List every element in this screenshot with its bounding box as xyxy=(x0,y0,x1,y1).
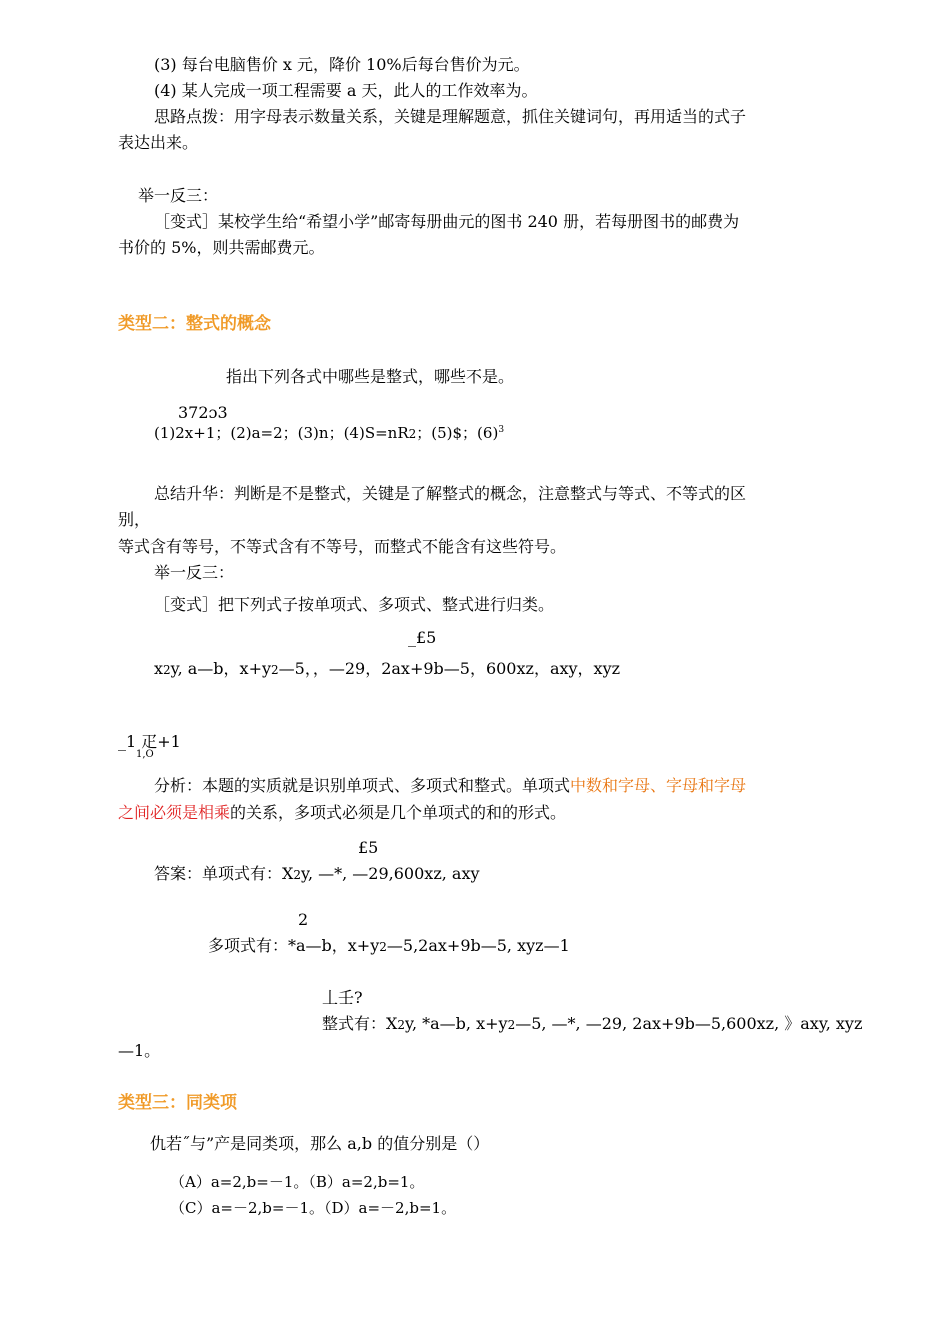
type2-heading: 类型二：整式的概念 xyxy=(118,314,271,334)
item-4: (4) 某人完成一项工程需要 a 天，此人的工作效率为。 xyxy=(154,81,538,100)
expression-list: x2y, a—b，x+y2—5，，—29，2ax+9b—5，600xz，axy，xyz xyxy=(154,659,621,678)
answer-integrals: 整式有：X2y, *a—b, x+y2—5, —*, —29, 2ax+9b—5,600xz, 》axy, xyz xyxy=(322,1014,863,1033)
answer-frac: £5 xyxy=(358,838,379,857)
practice-label-2: 举一反三： xyxy=(154,563,235,582)
item-3: (3) 每台电脑售价 x 元，降价 10%后每台售价为元。 xyxy=(154,55,530,74)
practice-label-1: 举一反三： xyxy=(138,186,219,205)
hint-line-2: 表达出来。 xyxy=(118,133,199,152)
options-line-1: （A）a=2,b=－1。（B）a=2,b=1。 xyxy=(170,1173,425,1191)
type2-fraction-top: 372ɔ3 xyxy=(178,403,228,422)
stray-formula-sub: 1,O xyxy=(136,749,154,760)
type2-items: (1)2x+1；(2)a=2；(3)n；(4)S=nR2；(5)$；$(6)^3$ xyxy=(154,424,505,442)
options-line-2: （C）a=－2,b=－1。（D）a=－2,b=1。 xyxy=(170,1199,457,1217)
type3-heading: 类型三：同类项 xyxy=(118,1093,237,1113)
type2-variant: ［变式］把下列式子按单项式、多项式、整式进行归类。 xyxy=(154,595,555,614)
answer-integrals-end: —1。 xyxy=(118,1041,161,1060)
frac-mark: _£5 xyxy=(408,628,437,647)
type2-question: 指出下列各式中哪些是整式，哪些不是。 xyxy=(226,367,515,386)
summary-line-1: 总结升华：判断是不是整式，关键是了解整式的概念，注意整式与等式、不等式的区 xyxy=(154,484,747,503)
poly-frac: 2 xyxy=(298,910,309,929)
type3-question: 仇若˝与”产是同类项，那么 a,b 的值分别是（） xyxy=(150,1134,490,1153)
stray-formula: _1 疋+1 xyxy=(118,732,181,751)
hint-line-1: 思路点拨：用字母表示数量关系，关键是理解题意，抓住关键词句，再用适当的式子 xyxy=(154,107,747,126)
answer-polynomials: 多项式有：*a—b，x+y2—5,2ax+9b—5, xyz—1 xyxy=(208,936,570,955)
summary-line-3: 等式含有等号，不等式含有不等号，而整式不能含有这些符号。 xyxy=(118,537,567,556)
analysis-line-2: 之间必须是相乘的关系，多项式必须是几个单项式的和的形式。 xyxy=(118,803,567,822)
int-frac: 丄壬? xyxy=(322,988,363,1007)
variant-line-2: 书价的 5%，则共需邮费元。 xyxy=(118,238,325,257)
answer-monomials: 答案：单项式有：X2y, —*, —29,600xz, axy xyxy=(154,864,480,883)
variant-line-1: ［变式］某校学生给“希望小学”邮寄每册曲元的图书 240 册，若每册图书的邮费为 xyxy=(154,212,740,231)
analysis-line-1: 分析：本题的实质就是识别单项式、多项式和整式。单项式中数和字母、字母和字母 xyxy=(154,776,747,795)
summary-line-2: 别， xyxy=(118,510,151,529)
